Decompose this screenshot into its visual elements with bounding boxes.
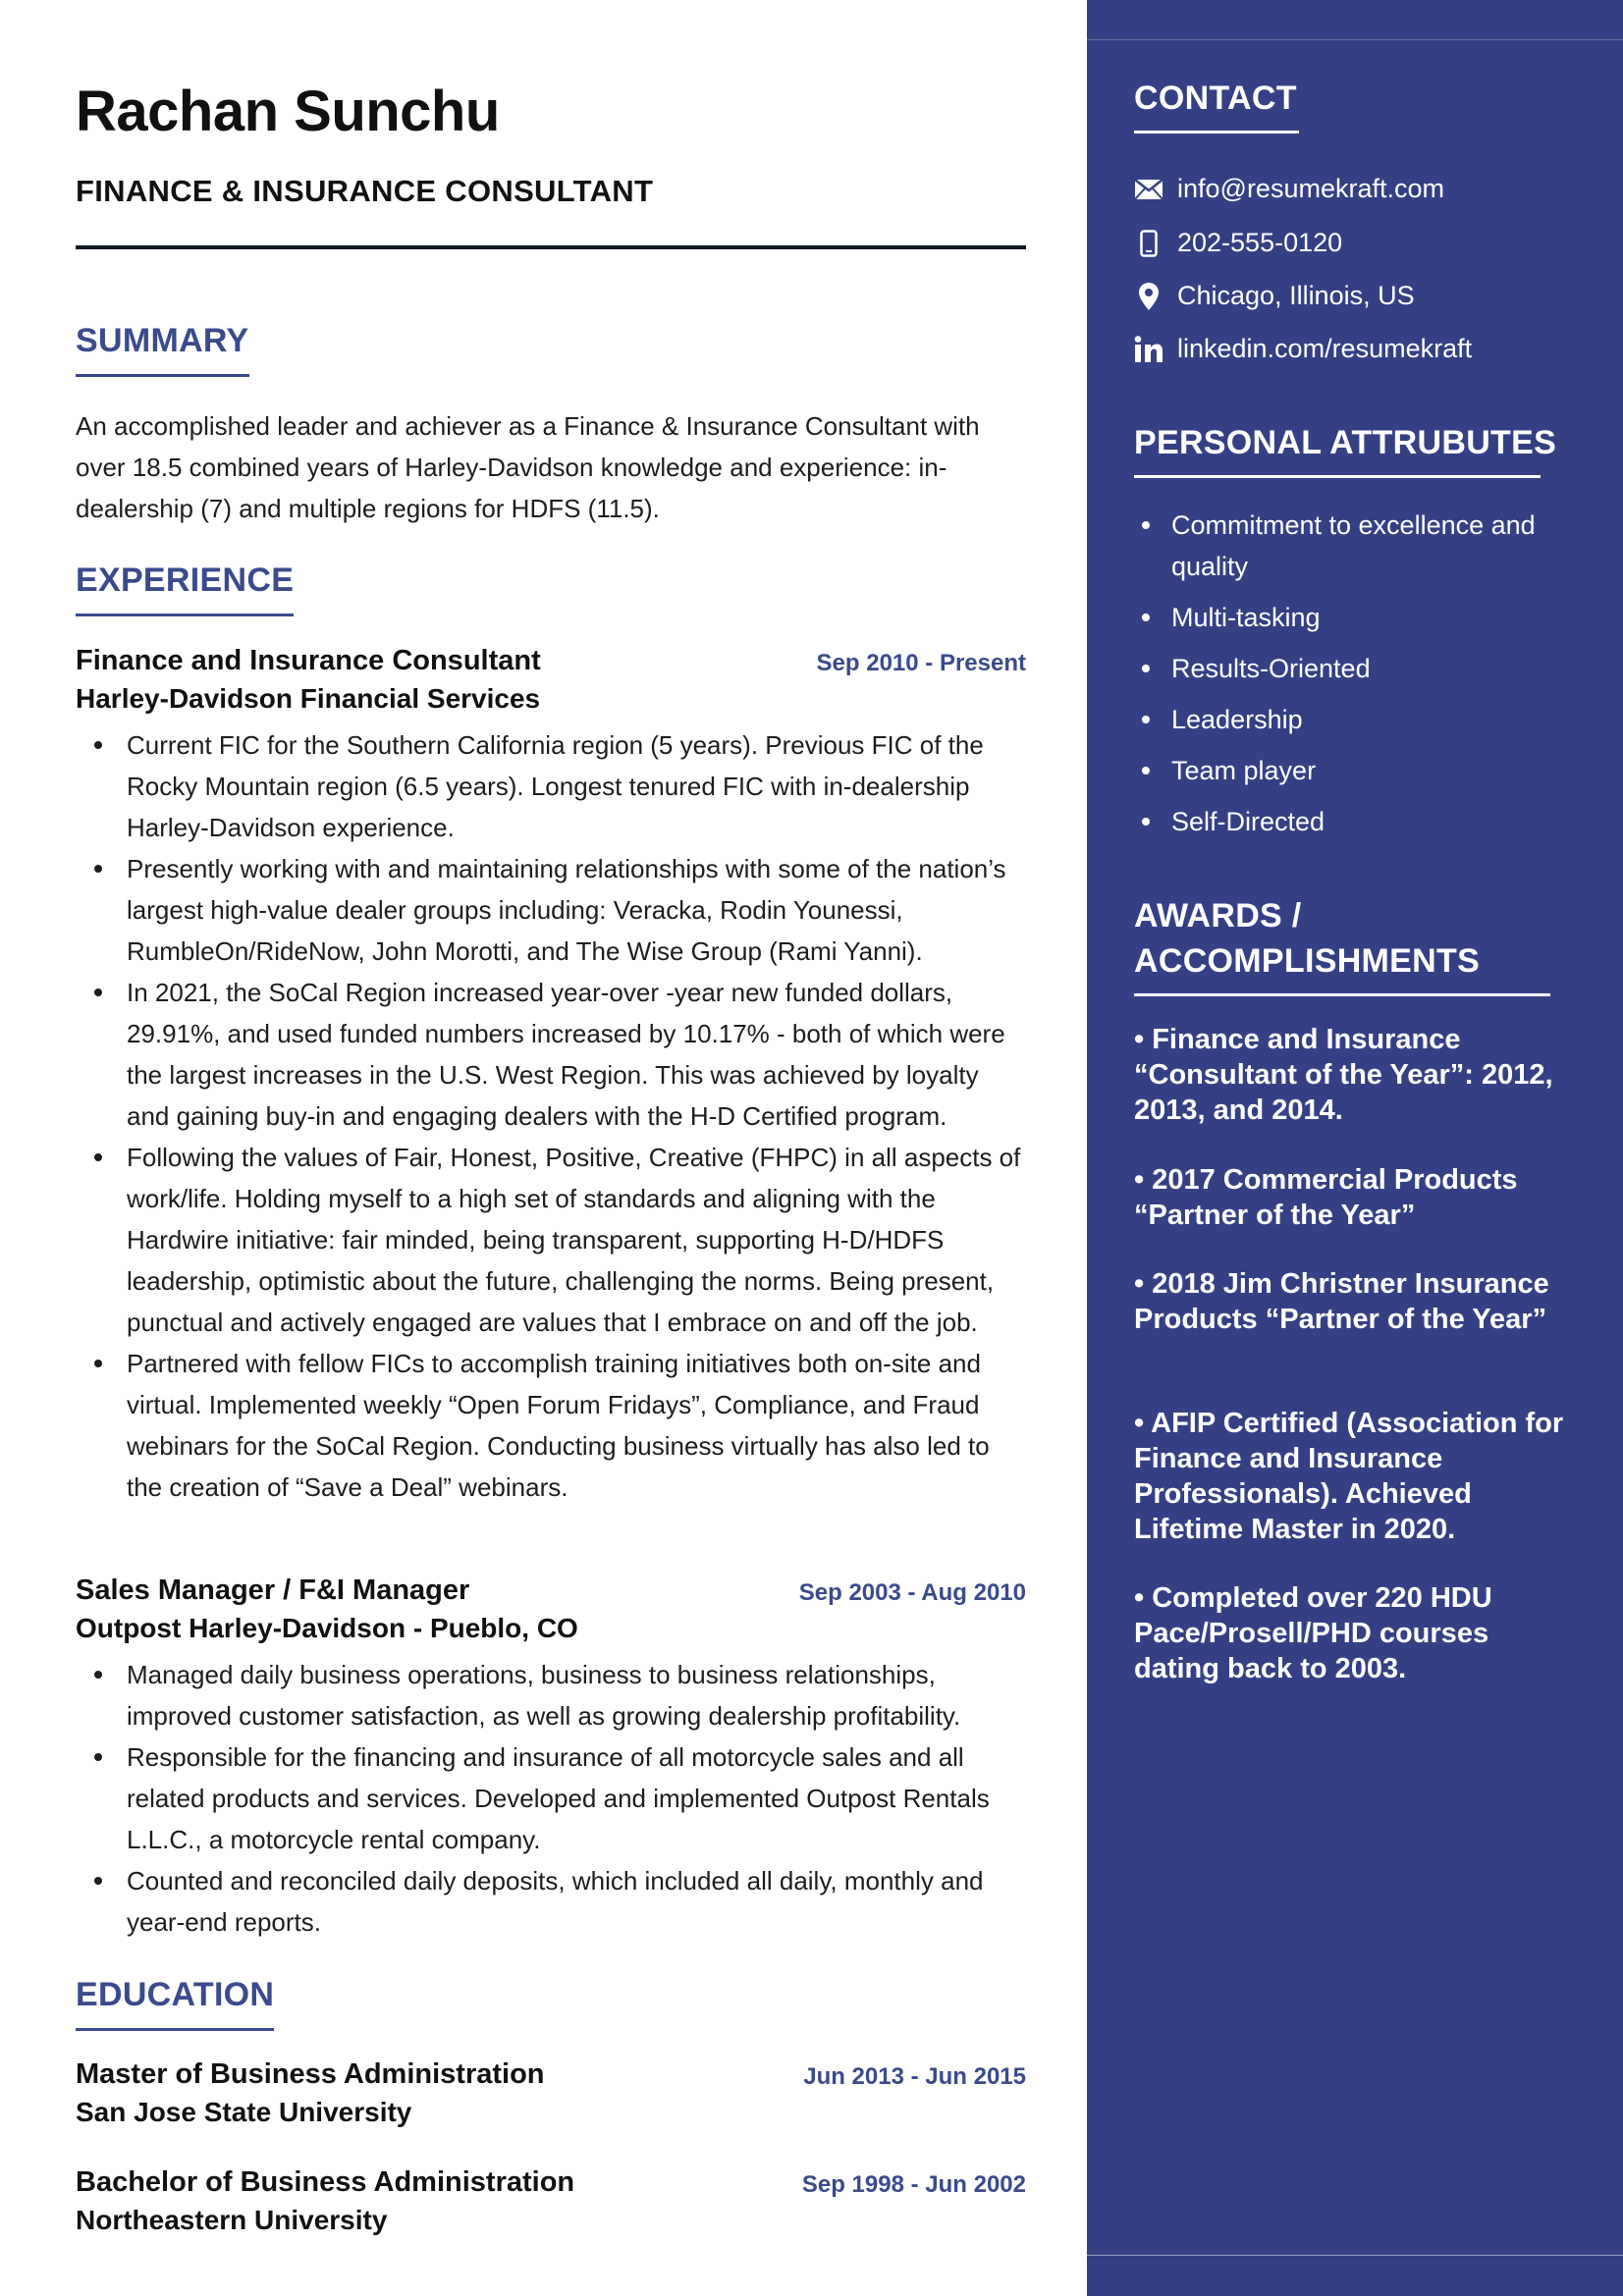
awards-heading: AWARDS / ACCOMPLISHMENTS — [1134, 893, 1566, 996]
list-item: Self-Directed — [1134, 801, 1576, 842]
list-item: Counted and reconciled daily deposits, which included all daily, monthly and year-end reports. — [76, 1860, 1026, 1943]
degree-dates: Sep 1998 - Jun 2002 — [801, 2171, 1026, 2198]
award-item: • 2018 Jim Christner Insurance Products “Partner of the Year” — [1134, 1268, 1549, 1335]
job-title: Sales Manager / F&I Manager — [76, 1575, 470, 1606]
school-name: Northeastern University — [76, 2205, 388, 2235]
award-item: • 2017 Commercial Products “Partner of the Year” — [1134, 1164, 1518, 1231]
list-item: Commitment to excellence and quality — [1134, 505, 1576, 587]
award-item: • AFIP Certified (Association for Finance and Insurance Professionals). Achieved Lifetime Master in 2020. — [1134, 1408, 1564, 1545]
degree-title: Master of Business Administration — [76, 2058, 545, 2090]
award-item: • Completed over 220 HDU Pace/Prosell/PHD courses dating back to 2003. — [1134, 1582, 1492, 1684]
contact-email[interactable]: info@resumekraft.com — [1134, 174, 1444, 204]
sidebar-bottom-line — [1087, 2255, 1623, 2256]
list-item: Results-Oriented — [1134, 648, 1576, 689]
award-item: • Finance and Insurance “Consultant of the Year”: 2012, 2013, and 2014. — [1134, 1024, 1553, 1126]
header-divider — [76, 245, 1026, 249]
degree-title: Bachelor of Business Administration — [76, 2166, 575, 2198]
list-item: Team player — [1134, 750, 1576, 791]
list-item: Following the values of Fair, Honest, Positive, Creative (FHPC) in all aspects of work/life. Holding myself to a high set of standards and aligning with the Hardwire initiative: fair minded, being transparent, supporting H-D/HDFS leadership, optimistic about the future, challenging the norms. Being present, punctual and actively engaged are values that I embrace on and off the job. — [76, 1137, 1026, 1343]
list-item: In 2021, the SoCal Region increased year-over -year new funded dollars, 29.91%, and used funded numbers increased by 10.17% - both of which were the largest increases in the U.S. West Region. This was achieved by loyalty and gaining buy-in and engaging dealers with the H-D Certified program. — [76, 972, 1026, 1137]
sidebar — [1087, 0, 1623, 2296]
contact-location: Chicago, Illinois, US — [1134, 281, 1415, 311]
degree-dates: Jun 2013 - Jun 2015 — [803, 2063, 1026, 2090]
candidate-role: FINANCE & INSURANCE CONSULTANT — [76, 174, 654, 208]
map-pin-icon — [1134, 282, 1163, 311]
contact-phone[interactable]: 202-555-0120 — [1134, 228, 1342, 258]
list-item: Current FIC for the Southern California region (5 years). Previous FIC of the Rocky Mountain region (6.5 years). Longest tenured FIC with in-dealership Harley-Davidson experience. — [76, 724, 1026, 848]
list-item: Responsible for the financing and insurance of all motorcycle sales and all related products and services. Developed and implemented Outpost Rentals L.L.C., a motorcycle rental company. — [76, 1736, 1026, 1860]
summary-heading: SUMMARY — [76, 322, 249, 377]
summary-text: An accomplished leader and achiever as a Finance & Insurance Consultant with over 18.5 combined years of Harley-Davidson knowledge and experience: in-dealership (7) and multiple regions for HDFS (11.5). — [76, 411, 980, 523]
envelope-icon — [1134, 175, 1163, 204]
sidebar-top-line — [1087, 39, 1623, 40]
contact-linkedin[interactable]: linkedin.com/resumekraft — [1134, 334, 1472, 364]
list-item: Multi-tasking — [1134, 597, 1576, 638]
attributes-heading: PERSONAL ATTRUBUTES — [1134, 420, 1556, 478]
attributes-list — [1134, 505, 1576, 852]
job-bullets — [76, 724, 1026, 1508]
job-title: Finance and Insurance Consultant — [76, 645, 541, 676]
list-item: Leadership — [1134, 699, 1576, 740]
linkedin-icon — [1134, 335, 1163, 364]
job-company: Outpost Harley-Davidson - Pueblo, CO — [76, 1613, 578, 1643]
list-item: Presently working with and maintaining relationships with some of the nation’s largest high-value dealer groups including: Veracka, Rodin Younessi, RumbleOn/RideNow, John Morotti, and The Wise Group (Rami Yanni). — [76, 848, 1026, 972]
experience-heading: EXPERIENCE — [76, 561, 294, 616]
job-dates: Sep 2010 - Present — [816, 650, 1026, 676]
list-item: Managed daily business operations, business to business relationships, improved customer satisfaction, as well as growing dealership profitability. — [76, 1654, 1026, 1736]
phone-icon — [1134, 229, 1163, 258]
job-dates: Sep 2003 - Aug 2010 — [798, 1579, 1026, 1606]
school-name: San Jose State University — [76, 2097, 412, 2127]
contact-heading: CONTACT — [1134, 76, 1299, 133]
candidate-name: Rachan Sunchu — [76, 80, 500, 143]
education-heading: EDUCATION — [76, 1976, 274, 2031]
list-item: Partnered with fellow FICs to accomplish training initiatives both on-site and virtual. Implemented weekly “Open Forum Fridays”, Compliance, and Fraud webinars for the SoCal Region. Conducting business virtually has also led to the creation of “Save a Deal” webinars. — [76, 1343, 1026, 1508]
job-bullets — [76, 1654, 1026, 1943]
job-company: Harley-Davidson Financial Services — [76, 683, 541, 714]
